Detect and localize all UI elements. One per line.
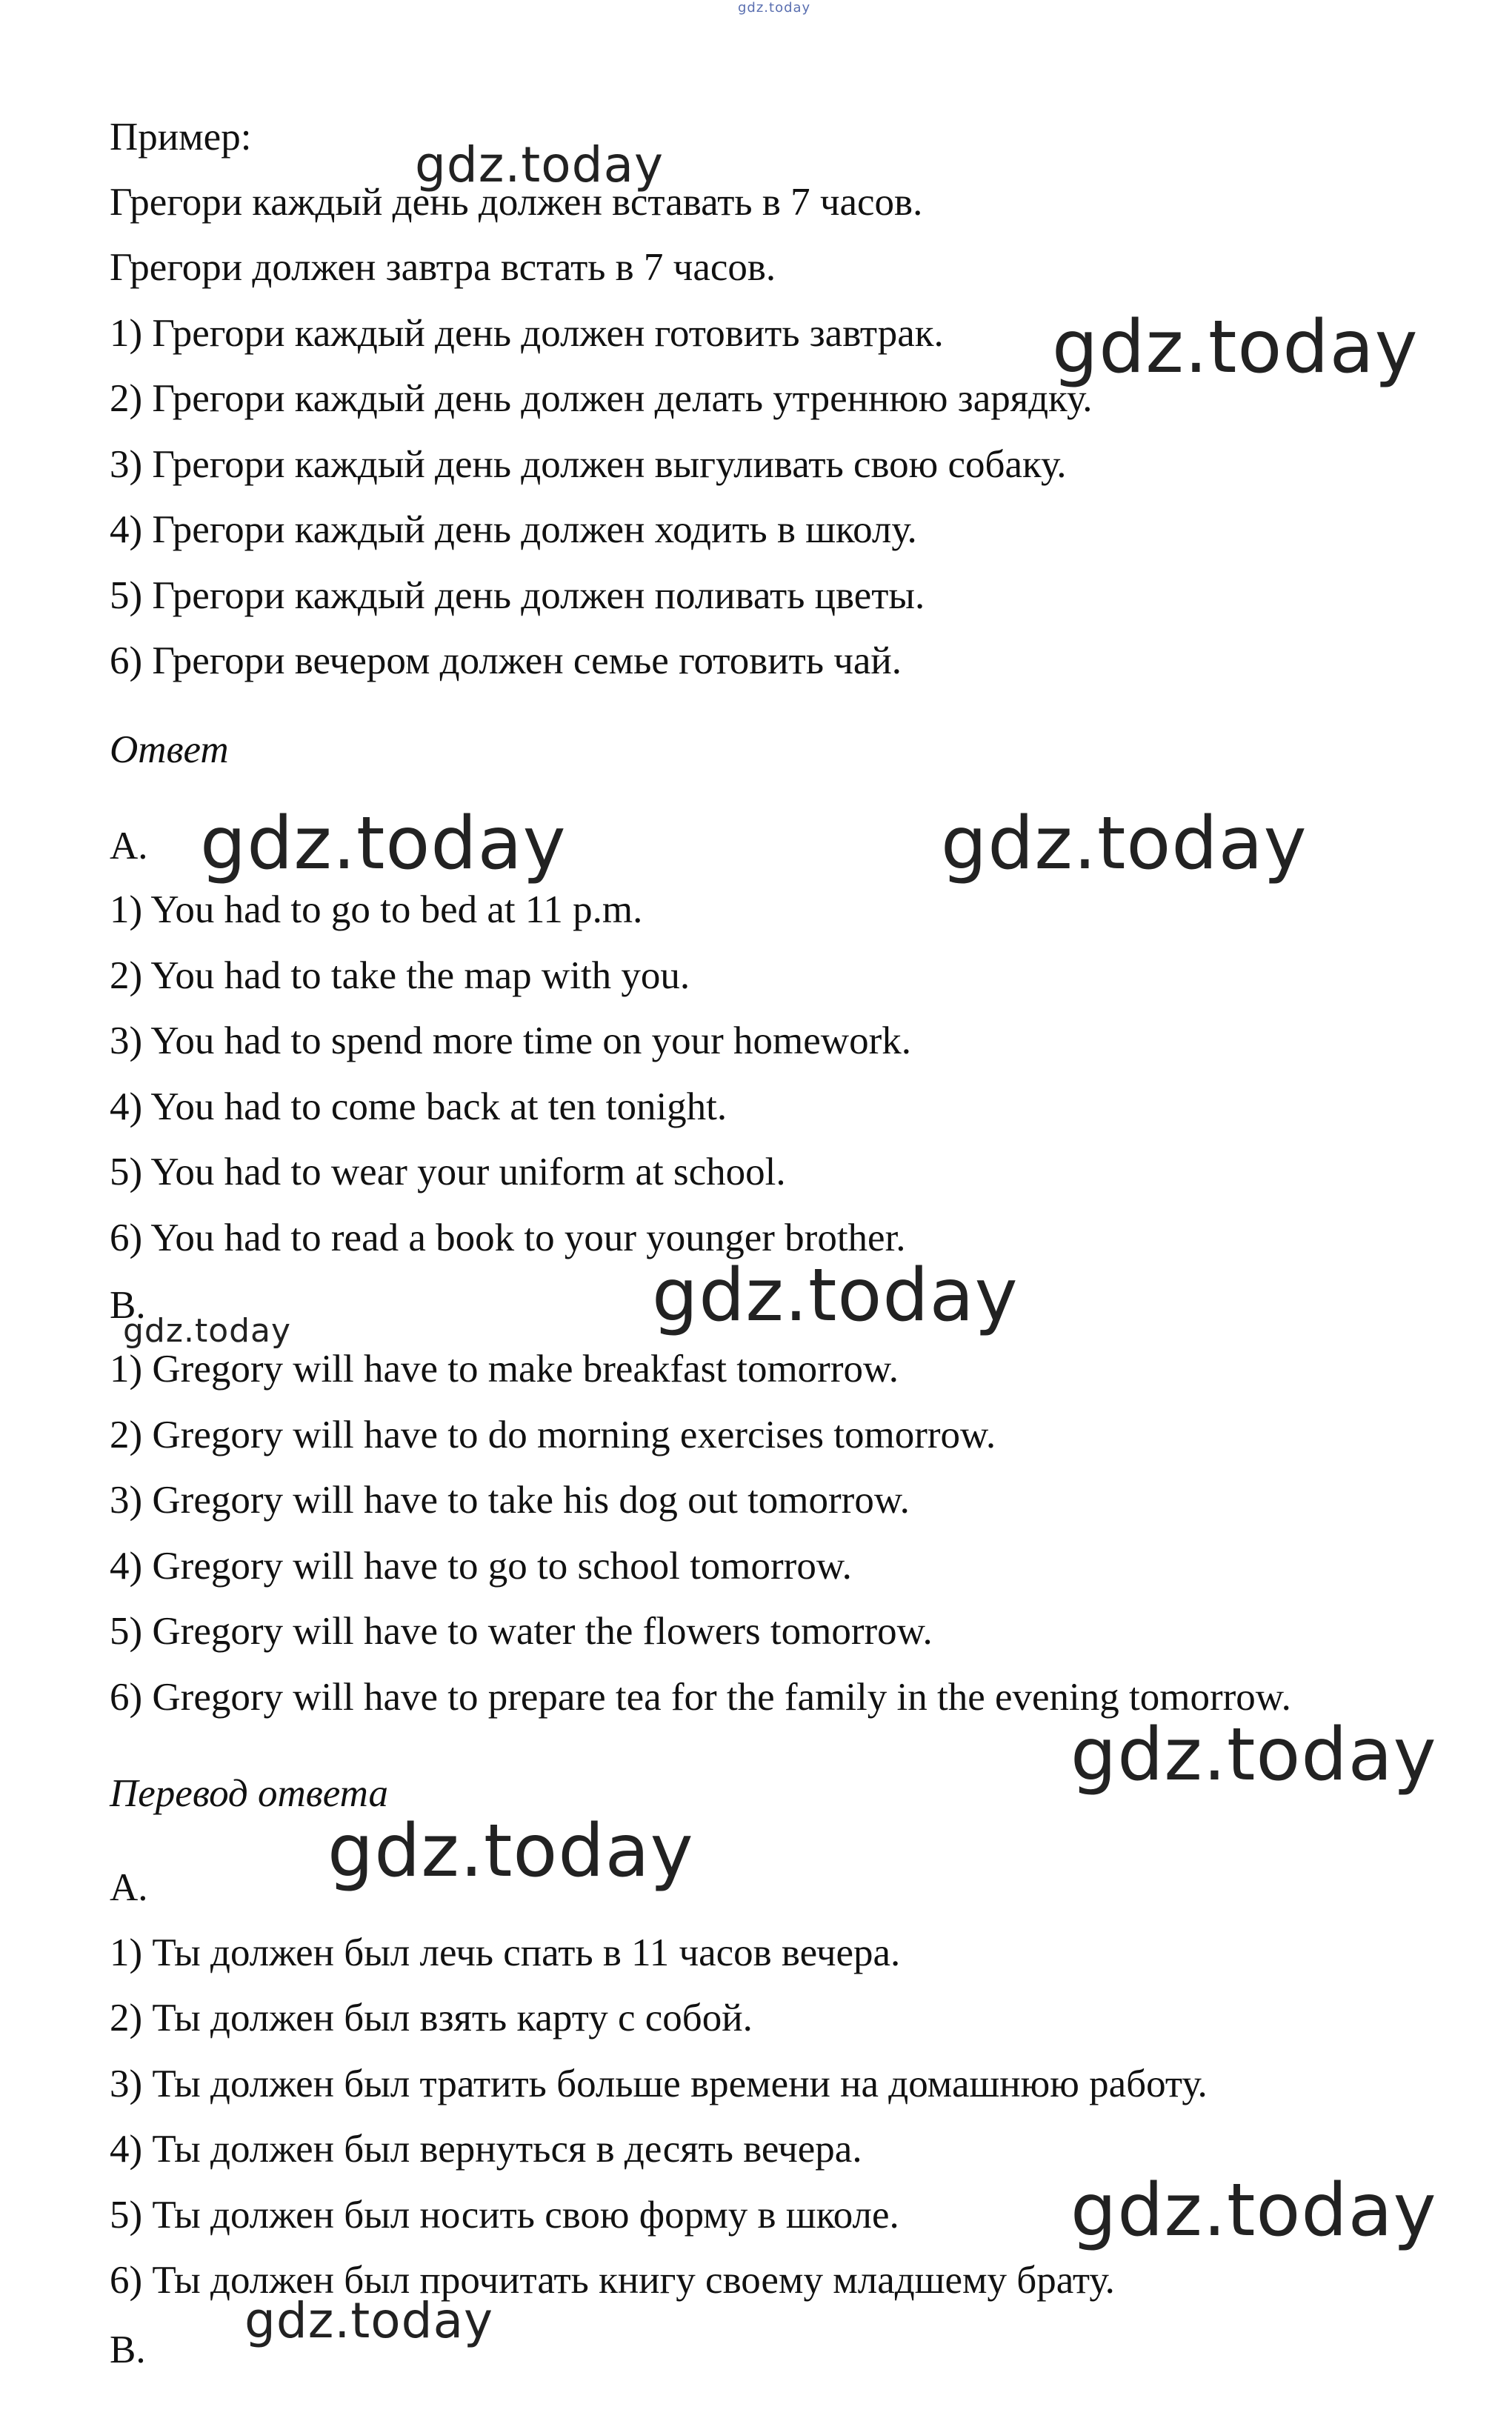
answer-a-item: 3) You had to spend more time on your homework.	[110, 1019, 911, 1062]
watermark-logo: gdz.today	[941, 802, 1308, 886]
example-line: 5) Грегори каждый день должен поливать цветы.	[110, 574, 925, 617]
watermark-logo: gdz.today	[1070, 1713, 1437, 1797]
translation-a-item: 1) Ты должен был лечь спать в 11 часов вечера.	[110, 1931, 901, 1974]
watermark-logo: gdz.today	[1052, 305, 1419, 390]
example-label: Пример:	[110, 116, 252, 159]
answer-b-item: 4) Gregory will have to go to school tomorrow.	[110, 1545, 852, 1588]
watermark-logo: gdz.today	[1070, 2168, 1437, 2253]
answer-b-item: 2) Gregory will have to do morning exercises tomorrow.	[110, 1414, 996, 1456]
watermark-logo: gdz.today	[123, 1312, 292, 1350]
answer-part-b-label: B.	[110, 1284, 146, 1327]
answer-b-item: 6) Gregory will have to prepare tea for the family in the evening tomorrow.	[110, 1676, 1291, 1719]
watermark-logo: gdz.today	[738, 0, 811, 16]
answer-a-item: 6) You had to read a book to your younger brother.	[110, 1216, 906, 1259]
translation-a-item: 4) Ты должен был вернуться в десять вечера.	[110, 2128, 862, 2171]
answer-b-item: 5) Gregory will have to water the flowers tomorrow.	[110, 1610, 933, 1653]
translation-part-b-label: B.	[110, 2328, 146, 2371]
answer-a-item: 4) You had to come back at ten tonight.	[110, 1085, 727, 1128]
example-line: Грегори каждый день должен вставать в 7 часов.	[110, 181, 923, 224]
example-line: 1) Грегори каждый день должен готовить завтрак.	[110, 312, 944, 355]
translation-a-item: 3) Ты должен был тратить больше времени на домашнюю работу.	[110, 2062, 1208, 2105]
watermark-logo: gdz.today	[200, 802, 567, 886]
answer-part-a-label: A.	[110, 825, 148, 868]
answer-a-item: 1) You had to go to bed at 11 p.m.	[110, 888, 643, 931]
example-line: Грегори должен завтра встать в 7 часов.	[110, 246, 776, 289]
example-line: 4) Грегори каждый день должен ходить в школу.	[110, 508, 917, 551]
answer-a-item: 2) You had to take the map with you.	[110, 954, 690, 997]
answer-b-item: 3) Gregory will have to take his dog out tomorrow.	[110, 1479, 910, 1522]
translation-a-item: 2) Ты должен был взять карту с собой.	[110, 1997, 753, 2040]
watermark-logo: gdz.today	[652, 1253, 1019, 1338]
example-line: 2) Грегори каждый день должен делать утреннюю зарядку.	[110, 377, 1093, 420]
answer-b-item: 1) Gregory will have to make breakfast tomorrow.	[110, 1348, 899, 1391]
translation-a-item: 6) Ты должен был прочитать книгу своему младшему брату.	[110, 2259, 1115, 2302]
watermark-logo: gdz.today	[244, 2292, 494, 2349]
answer-a-item: 5) You had to wear your uniform at school.	[110, 1151, 786, 1193]
watermark-logo: gdz.today	[415, 136, 665, 193]
translation-part-a-label: A.	[110, 1866, 148, 1909]
watermark-logo: gdz.today	[327, 1809, 694, 1894]
translation-a-item: 5) Ты должен был носить свою форму в школе.	[110, 2194, 899, 2237]
answer-heading: Ответ	[110, 728, 229, 771]
example-line: 3) Грегори каждый день должен выгуливать свою собаку.	[110, 443, 1067, 486]
translation-heading: Перевод ответа	[110, 1772, 389, 1815]
example-line: 6) Грегори вечером должен семье готовить чай.	[110, 639, 902, 682]
